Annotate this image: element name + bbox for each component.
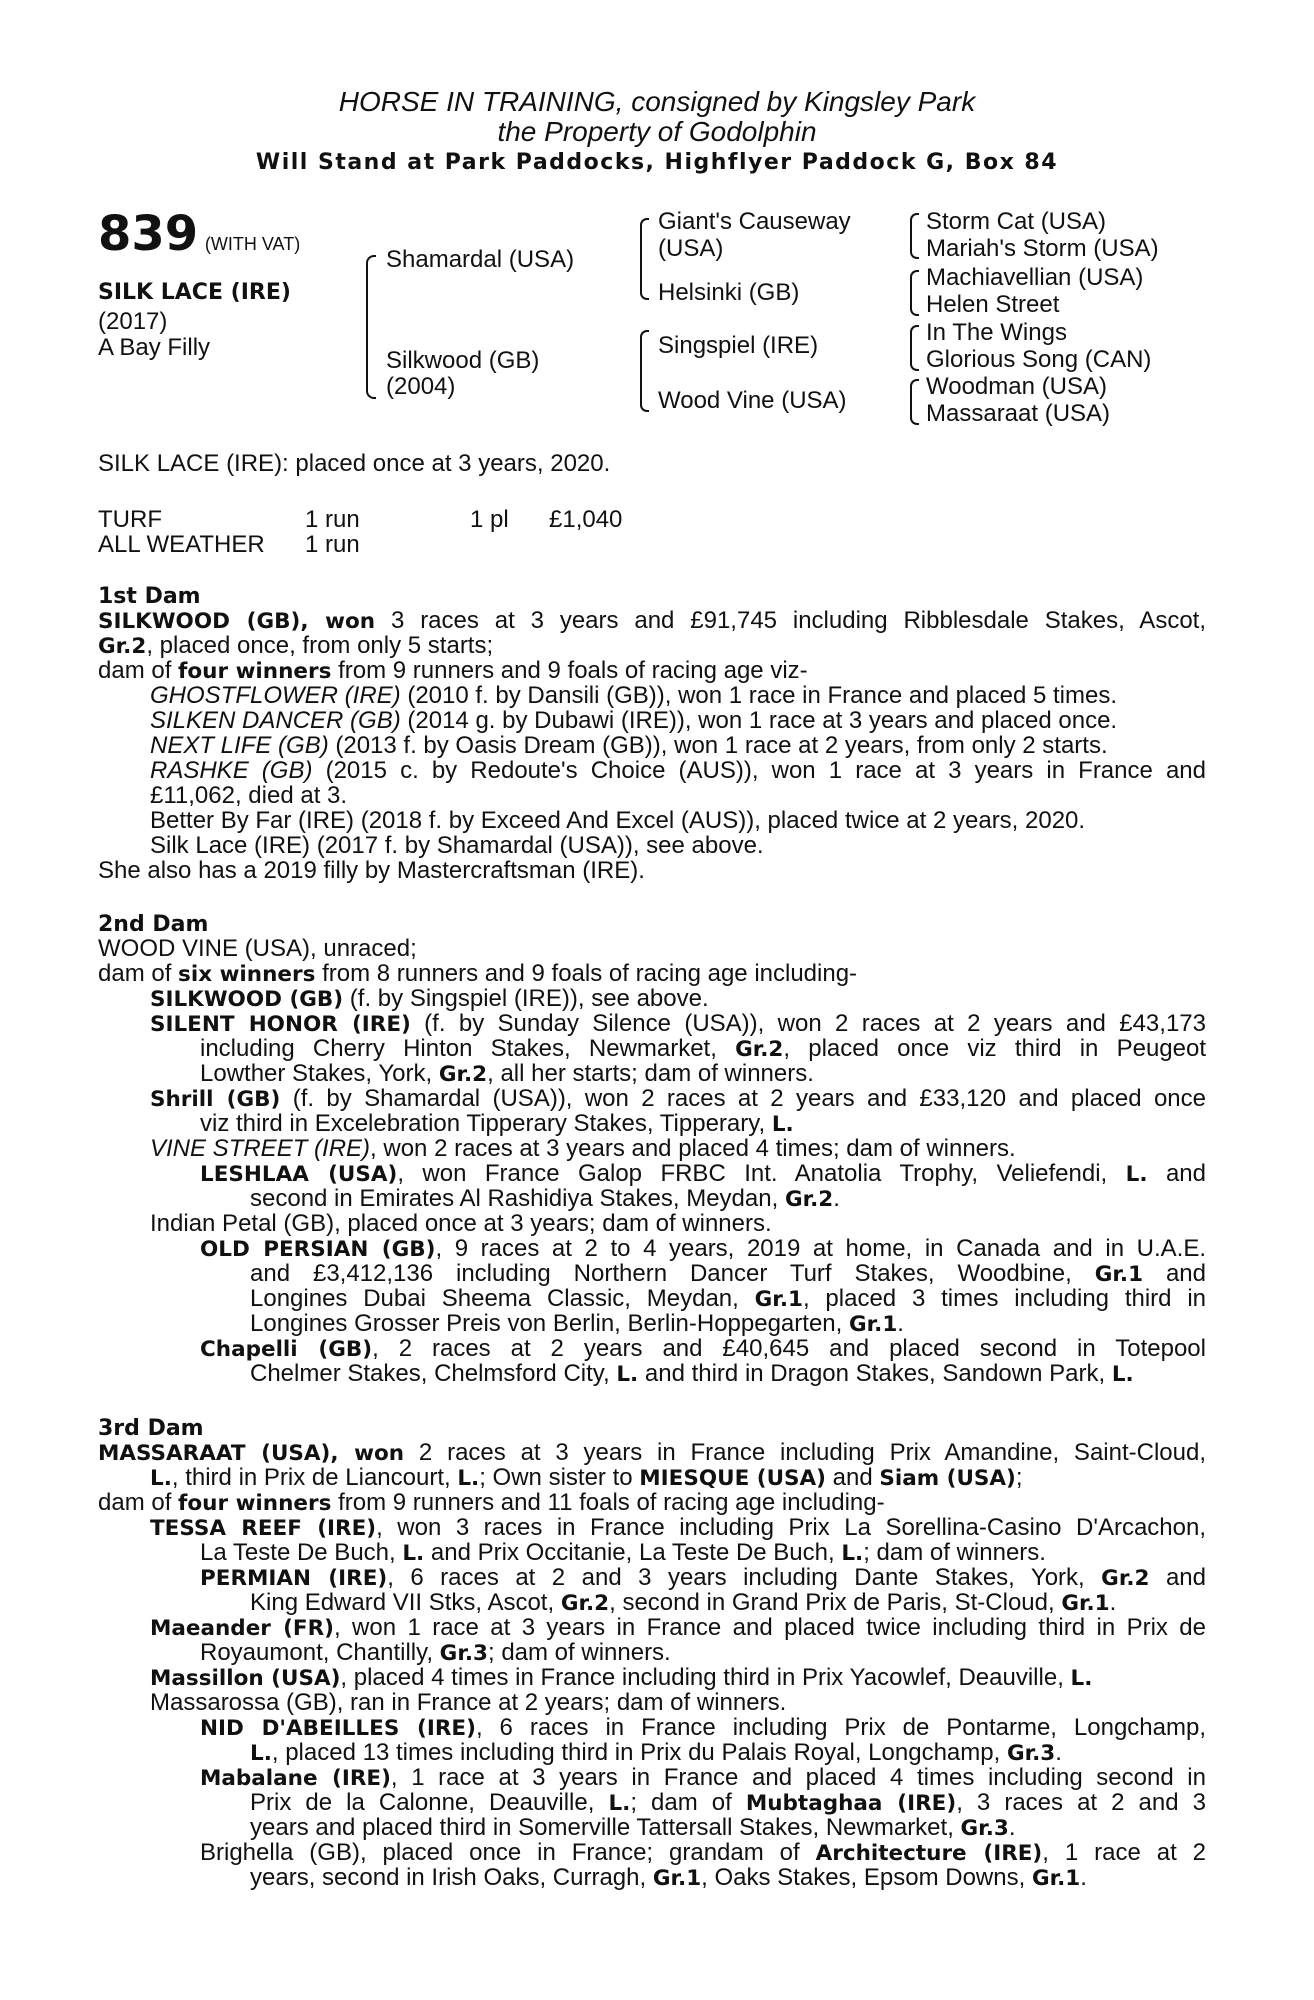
- pedigree-ss-sire: Storm Cat (USA): [926, 208, 1107, 235]
- consignment-line: HORSE IN TRAINING, consigned by Kingsley Park: [338, 86, 976, 117]
- third-dam-progeny: Maeander (FR), won 1 race at 3 years in France and placed twice including third in Prix de: [150, 1614, 1206, 1641]
- third-dam-heading: 3rd Dam: [98, 1416, 204, 1441]
- horse-description: A Bay Filly: [98, 334, 211, 361]
- third-dam-progeny-cont: La Teste De Buch, L. and Prix Occitanie, La Teste De Buch, L.; dam of winners.: [200, 1539, 1046, 1566]
- first-dam-progeny: NEXT LIFE (GB) (2013 f. by Oasis Dream (GB)), won 1 race at 2 years, from only 2 starts.: [150, 732, 1108, 759]
- first-dam-progeny: SILKEN DANCER (GB) (2014 g. by Dubawi (IRE)), won 1 race at 3 years and placed once.: [150, 707, 1118, 734]
- pedigree-bracket: [366, 255, 376, 399]
- third-dam-grandprogeny-cont: L., placed 13 times including third in Prix du Palais Royal, Longchamp, Gr.3.: [250, 1739, 1062, 1766]
- third-dam-grandprogeny-cont: King Edward VII Stks, Ascot, Gr.2, second in Grand Prix de Paris, St-Cloud, Gr.1.: [250, 1589, 1117, 1616]
- record-turf-label: TURF: [98, 506, 162, 533]
- third-dam-grandprogeny: Mabalane (IRE), 1 race at 3 years in France and placed 4 times including second in: [200, 1764, 1206, 1791]
- pedigree-sd-dam: Helen Street: [926, 291, 1060, 318]
- stand-line: Will Stand at Park Paddocks, Highflyer Paddock G, Box 84: [255, 150, 1059, 175]
- pedigree-bracket: [640, 218, 649, 300]
- second-dam-progeny: SILKWOOD (GB) (f. by Singspiel (IRE)), see above.: [150, 985, 709, 1012]
- pedigree-dam-sire: Singspiel (IRE): [658, 332, 819, 359]
- third-dam-progeny-cont: Royaumont, Chantilly, Gr.3; dam of winners.: [200, 1639, 671, 1666]
- pedigree-sire-dam: Helsinki (GB): [658, 279, 800, 306]
- third-dam-line-cont: L., third in Prix de Liancourt, L.; Own sister to MIESQUE (USA) and Siam (USA);: [150, 1464, 1023, 1491]
- record-aw-runs: 1 run: [305, 531, 360, 558]
- second-dam-grandprogeny-cont: Chelmer Stakes, Chelmsford City, L. and third in Dragon Stakes, Sandown Park, L.: [250, 1360, 1134, 1387]
- second-dam-progeny-cont: Lowther Stakes, York, Gr.2, all her starts; dam of winners.: [200, 1060, 814, 1087]
- third-dam-grandprogeny: Brighella (GB), placed once in France; grandam of Architecture (IRE), 1 race at 2: [200, 1839, 1206, 1866]
- second-dam-grandprogeny-cont: Longines Dubai Sheema Classic, Meydan, Gr.1, placed 3 times including third in: [250, 1285, 1207, 1312]
- pedigree-bracket: [910, 213, 919, 259]
- third-dam-grandprogeny: NID D'ABEILLES (IRE), 6 races in France including Prix de Pontarme, Longchamp,: [200, 1714, 1206, 1741]
- pedigree-bracket: [910, 379, 919, 425]
- pedigree-ds-sire: In The Wings: [926, 319, 1067, 346]
- second-dam-line: WOOD VINE (USA), unraced;: [98, 935, 417, 962]
- lot-number: 839: [98, 206, 199, 262]
- record-turf-runs: 1 run: [305, 506, 360, 533]
- vat-label: (WITH VAT): [204, 234, 301, 254]
- third-dam-line: dam of four winners from 9 runners and 11 foals of racing age including-: [98, 1489, 885, 1516]
- pedigree-bracket: [640, 330, 649, 412]
- first-dam-progeny-cont: £11,062, died at 3.: [150, 782, 348, 809]
- pedigree-sire-sire-cont: (USA): [658, 235, 724, 262]
- pedigree-dam-dam: Wood Vine (USA): [658, 387, 847, 414]
- first-dam-progeny: RASHKE (GB) (2015 c. by Redoute's Choice (AUS)), won 1 race at 3 years in France and: [150, 757, 1206, 784]
- second-dam-grandprogeny-cont: second in Emirates Al Rashidiya Stakes, Meydan, Gr.2.: [250, 1185, 840, 1212]
- second-dam-grandprogeny: LESHLAA (USA), won France Galop FRBC Int. Anatolia Trophy, Veliefendi, L. and: [200, 1160, 1206, 1187]
- first-dam-progeny: Silk Lace (IRE) (2017 f. by Shamardal (USA)), see above.: [150, 832, 764, 859]
- second-dam-grandprogeny: Chapelli (GB), 2 races at 2 years and £40,645 and placed second in Totepool: [200, 1335, 1206, 1362]
- pedigree-sire-sire: Giant's Causeway: [658, 208, 851, 235]
- pedigree-sd-sire: Machiavellian (USA): [926, 264, 1144, 291]
- first-dam-note: She also has a 2019 filly by Mastercraftsman (IRE).: [98, 857, 645, 884]
- pedigree-dd-sire: Woodman (USA): [926, 373, 1107, 400]
- pedigree-ss-dam: Mariah's Storm (USA): [926, 235, 1159, 262]
- pedigree-sire: Shamardal (USA): [386, 246, 575, 273]
- second-dam-grandprogeny-cont: and £3,412,136 including Northern Dancer Turf Stakes, Woodbine, Gr.1 and: [250, 1260, 1206, 1287]
- second-dam-progeny: SILENT HONOR (IRE) (f. by Sunday Silence (USA)), won 2 races at 2 years and £43,173: [150, 1010, 1206, 1037]
- second-dam-progeny: VINE STREET (IRE), won 2 races at 3 years and placed 4 times; dam of winners.: [150, 1135, 1016, 1162]
- pedigree-dam: Silkwood (GB): [386, 347, 540, 374]
- second-dam-progeny: Shrill (GB) (f. by Shamardal (USA)), won 2 races at 2 years and £33,120 and placed once: [150, 1085, 1206, 1112]
- horse-year: (2017): [98, 308, 168, 335]
- first-dam-line: Gr.2, placed once, from only 5 starts;: [98, 632, 494, 659]
- third-dam-progeny: Massarossa (GB), ran in France at 2 years; dam of winners.: [150, 1689, 787, 1716]
- first-dam-heading: 1st Dam: [98, 584, 201, 609]
- record-turf-prize: £1,040: [549, 506, 623, 533]
- horse-name: SILK LACE (IRE): [98, 280, 291, 305]
- property-line: the Property of Godolphin: [497, 116, 817, 147]
- second-dam-heading: 2nd Dam: [98, 912, 209, 937]
- pedigree-dam-year: (2004): [386, 373, 456, 400]
- second-dam-progeny-cont: including Cherry Hinton Stakes, Newmarket, Gr.2, placed once viz third in Peugeot: [200, 1035, 1206, 1062]
- third-dam-grandprogeny-cont: years, second in Irish Oaks, Curragh, Gr.1, Oaks Stakes, Epsom Downs, Gr.1.: [250, 1864, 1087, 1891]
- first-dam-line: SILKWOOD (GB), won 3 races at 3 years and £91,745 including Ribblesdale Stakes, Ascot,: [98, 607, 1206, 634]
- lot-header: [98, 206, 300, 262]
- first-dam-progeny: Better By Far (IRE) (2018 f. by Exceed And Excel (AUS)), placed twice at 2 years, 2020.: [150, 807, 1086, 834]
- pedigree-dd-dam: Massaraat (USA): [926, 400, 1111, 427]
- third-dam-progeny: Massillon (USA), placed 4 times in France including third in Prix Yacowlef, Deauville, L.: [150, 1664, 1093, 1691]
- second-dam-grandprogeny-cont: Longines Grosser Preis von Berlin, Berlin-Hoppegarten, Gr.1.: [250, 1310, 904, 1337]
- third-dam-grandprogeny: PERMIAN (IRE), 6 races at 2 and 3 years including Dante Stakes, York, Gr.2 and: [200, 1564, 1206, 1591]
- pedigree-bracket: [910, 325, 919, 371]
- pedigree-ds-dam: Glorious Song (CAN): [926, 346, 1152, 373]
- record-turf-placed: 1 pl: [470, 506, 509, 533]
- race-summary: SILK LACE (IRE): placed once at 3 years, 2020.: [98, 450, 611, 477]
- pedigree-bracket: [910, 270, 919, 316]
- second-dam-line: dam of six winners from 8 runners and 9 foals of racing age including-: [98, 960, 858, 987]
- record-aw-label: ALL WEATHER: [98, 531, 265, 558]
- third-dam-grandprogeny-cont: Prix de la Calonne, Deauville, L.; dam of Mubtaghaa (IRE), 3 races at 2 and 3: [250, 1789, 1206, 1816]
- second-dam-grandprogeny: OLD PERSIAN (GB), 9 races at 2 to 4 years, 2019 at home, in Canada and in U.A.E.: [200, 1235, 1206, 1262]
- second-dam-progeny-cont: viz third in Excelebration Tipperary Stakes, Tipperary, L.: [200, 1110, 794, 1137]
- third-dam-progeny: TESSA REEF (IRE), won 3 races in France including Prix La Sorellina-Casino D'Arcachon,: [150, 1514, 1207, 1541]
- third-dam-grandprogeny-cont: years and placed third in Somerville Tattersall Stakes, Newmarket, Gr.3.: [250, 1814, 1016, 1841]
- first-dam-progeny: GHOSTFLOWER (IRE) (2010 f. by Dansili (GB)), won 1 race in France and placed 5 times.: [150, 682, 1117, 709]
- third-dam-line: MASSARAAT (USA), won 2 races at 3 years in France including Prix Amandine, Saint-Cloud,: [98, 1439, 1207, 1466]
- first-dam-line: dam of four winners from 9 runners and 9 foals of racing age viz-: [98, 657, 808, 684]
- second-dam-progeny: Indian Petal (GB), placed once at 3 years; dam of winners.: [150, 1210, 772, 1237]
